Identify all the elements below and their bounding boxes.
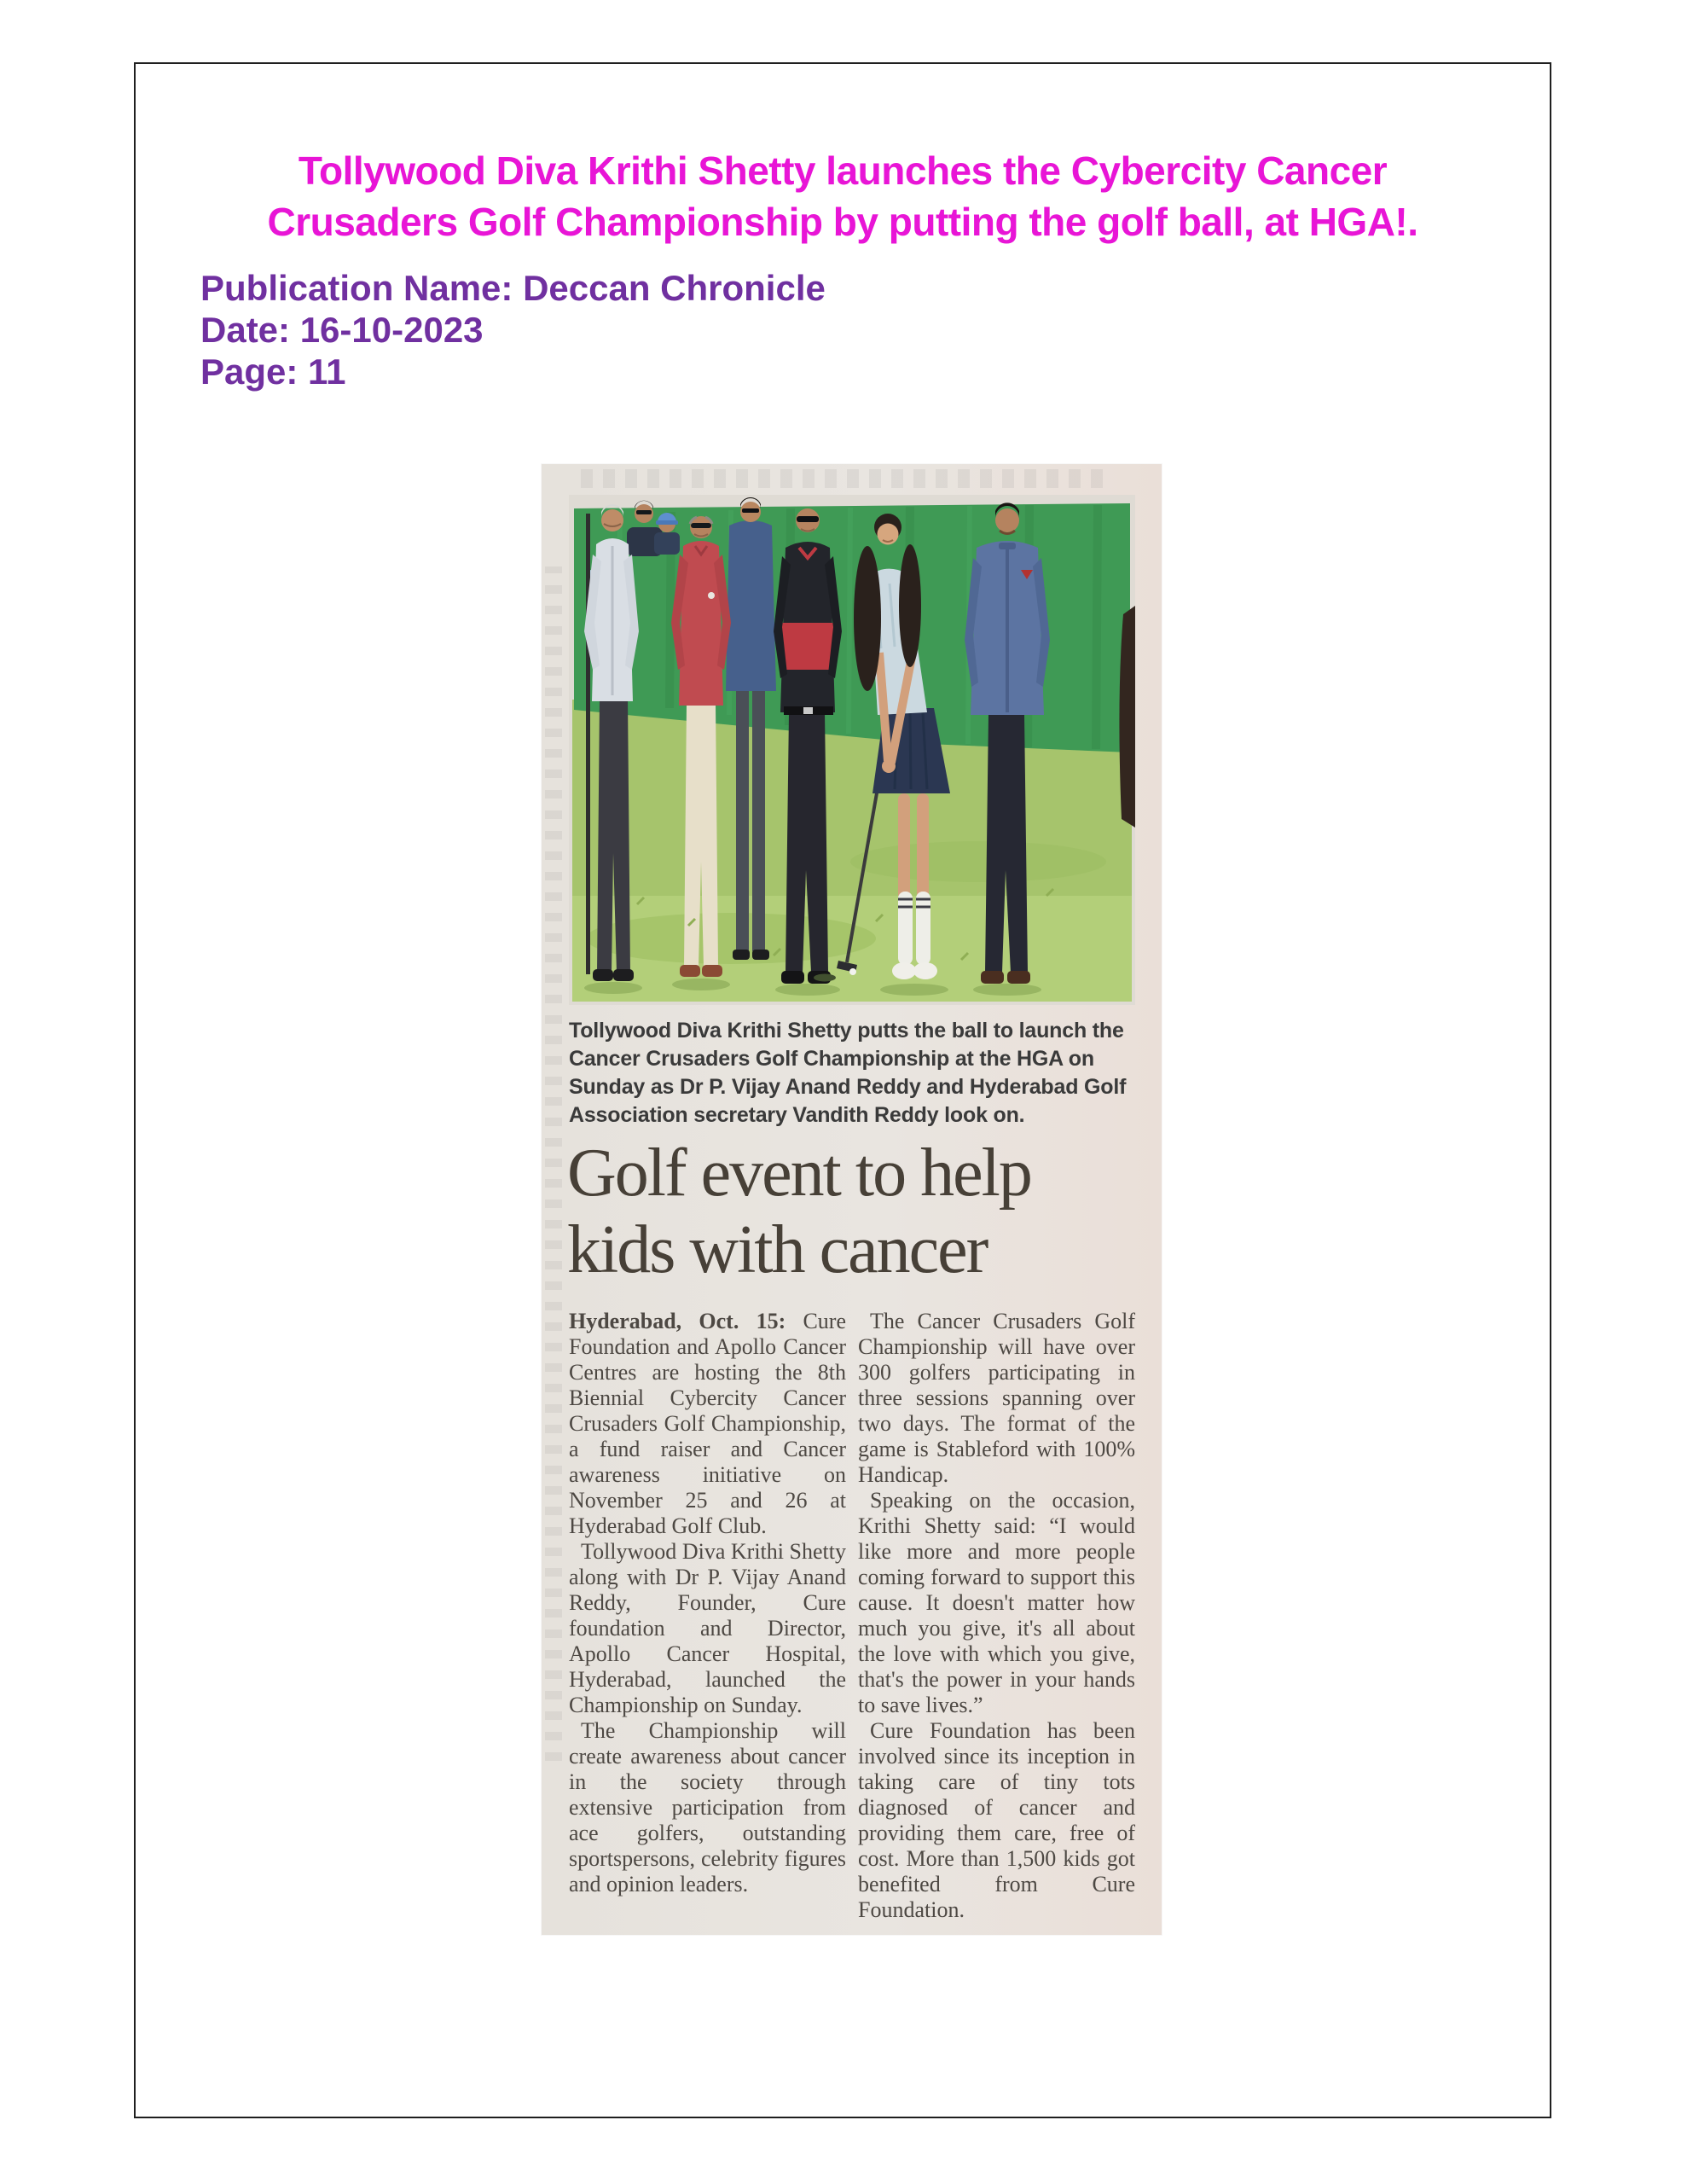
photo-caption: Tollywood Diva Krithi Shetty putts the ball to launch the Cancer Crusaders Golf Championship at the HGA on Sunday as Dr P. Vijay Anand Reddy and Hyderabad Golf Association secretary Vandith Reddy look on. <box>569 1019 1127 1127</box>
newspaper-clipping <box>542 464 1162 1935</box>
article-column-1 <box>569 1309 846 1923</box>
page-title-line2: Crusaders Golf Championship by putting the golf ball, at HGA!. <box>267 200 1418 244</box>
article-headline <box>567 1135 1031 1288</box>
article-paragraph: Speaking on the occasion, Krithi Shetty said: “I would like more and more people coming forward to support this cause. It doesn't matter how much you give, it's all about the love with which you give, that's the power in your hands to save lives.” <box>858 1488 1135 1717</box>
publication-page-row <box>200 351 826 392</box>
publication-date-row <box>200 309 826 351</box>
dateline: Hyderabad, Oct. 15: <box>569 1309 786 1333</box>
golf-ball <box>849 968 856 975</box>
article-paragraph: Tollywood Diva Krithi Shetty along with Dr P. Vijay Anand Reddy, Founder, Cure foundation and Director, Apollo Cancer Hospital, Hyderabad, launched the Championship on Sunday. <box>569 1539 846 1717</box>
article-paragraph: Hyderabad, Oct. 15: Cure Foundation and Apollo Cancer Centres are hosting the 8th Biennial Cybercity Cancer Crusaders Golf Championship, a fund raiser and Cancer awareness initiative on November 25 and 26 at Hyderabad Golf Club. <box>569 1309 847 1538</box>
article-body <box>569 1309 1135 1923</box>
flag-pole <box>586 514 590 974</box>
article-headline-line1: Golf event to help <box>567 1136 1031 1211</box>
publication-date-value: 16-10-2023 <box>299 310 484 350</box>
publication-name-value: Deccan Chronicle <box>523 268 826 308</box>
article-paragraph: The Cancer Crusaders Golf Championship will have over 300 golfers participating in three sessions spanning over two days. The format of the game is Stableford with 100% Handicap. <box>858 1309 1135 1487</box>
golf-hole <box>814 974 836 982</box>
page-title-line1: Tollywood Diva Krithi Shetty launches the Cybercity Cancer <box>298 148 1388 193</box>
publication-meta <box>200 267 826 392</box>
event-photo <box>569 495 1135 1005</box>
page-border-frame <box>134 62 1551 2118</box>
event-photo-illustration <box>569 495 1135 1005</box>
publication-page-label: Page: <box>200 351 299 392</box>
newsprint-ghost-text-top <box>581 469 1110 488</box>
publication-name-row <box>200 267 826 309</box>
publication-date-label: Date: <box>200 310 291 350</box>
article-column-2 <box>858 1309 1135 1923</box>
newsprint-ghost-text-left <box>545 566 562 1761</box>
article-headline-line2: kids with cancer <box>567 1212 988 1287</box>
partial-person-right <box>1119 606 1135 828</box>
publication-page-value: 11 <box>308 351 346 392</box>
article-paragraph: Cure Foundation has been involved since its inception in taking care of tiny tots diagnosed of cancer and providing them care, free of cost. More than 1,500 kids got benefited from Cure Foundation. <box>858 1718 1135 1922</box>
publication-name-label: Publication Name: <box>200 268 513 308</box>
page-title <box>136 145 1550 247</box>
article-paragraph: The Championship will create awareness about cancer in the society through extensive participation from ace golfers, outstanding sportspersons, celebrity figures and opinion leaders. <box>569 1718 846 1896</box>
